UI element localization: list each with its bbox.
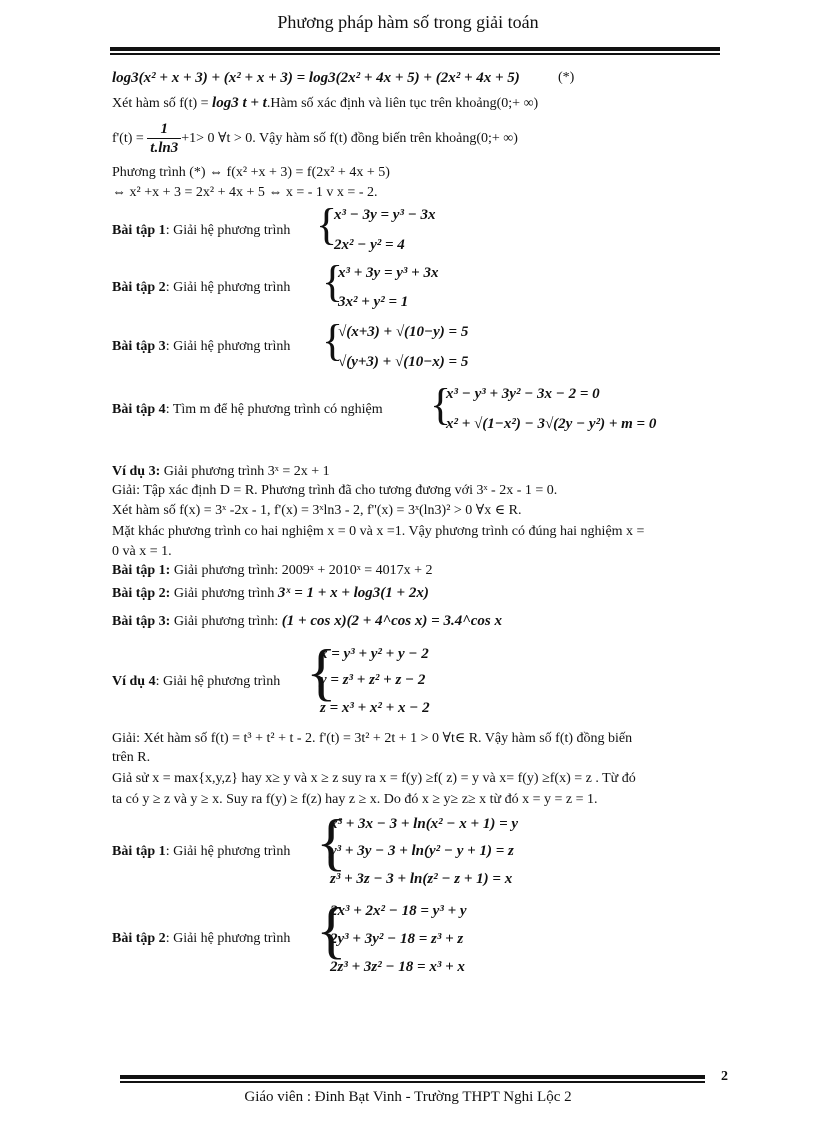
exercise-3-statement xyxy=(112,338,290,356)
exercise-label: Bài tập 1 xyxy=(112,844,166,859)
exercise-1-statement xyxy=(112,222,290,240)
fraction-denominator: t.ln3 xyxy=(150,140,179,157)
text-span: : Giải hệ phương trình xyxy=(165,280,291,295)
system-brace: { xyxy=(322,257,344,306)
exercise-4-statement xyxy=(112,401,383,419)
text-span: +1> 0 ∀t > 0. Vậy hàm số f(t) đồng biến trên khoảng(0;+ ∞) xyxy=(181,131,518,146)
system-equation: 2x² − y² = 4 xyxy=(334,237,405,253)
solution-line: Giải: Xét hàm số f(t) = t³ + t² + t - 2. f'(t) = 3t² + 2t + 1 > 0 ∀t∈ R. Vậy hàm số f(t) đồng biến xyxy=(112,731,633,746)
derivative-line xyxy=(112,118,518,160)
function-formula: log3 t + t xyxy=(212,95,267,111)
text-span: Giải phương trình xyxy=(170,586,278,601)
text-span: : Giải hệ phương trình xyxy=(165,931,291,946)
text-span: Xét hàm số f(t) = xyxy=(112,96,213,111)
system-equation: x³ − 3y = y³ − 3x xyxy=(334,207,436,223)
exercise-label: Bài tập 2 xyxy=(112,931,166,946)
system-equation: 2z³ + 3z² − 18 = x³ + x xyxy=(330,959,465,975)
system-equation: x³ + 3x − 3 + ln(x² − x + 1) = y xyxy=(330,816,519,832)
system-equation: x³ + 3y = y³ + 3x xyxy=(338,265,439,281)
system-equation: 3x² + y² = 1 xyxy=(338,294,409,310)
system-brace: { xyxy=(306,636,337,707)
exercise-label: Bài tập 2 xyxy=(112,280,166,295)
page-number: 2 xyxy=(721,1069,728,1084)
example-3-title xyxy=(112,463,330,481)
exercise-label: Bài tập 1: xyxy=(112,563,171,578)
system-equation: x = y³ + y² + y − 2 xyxy=(320,646,429,662)
footer-rule-thick xyxy=(120,1075,705,1079)
system-equation: √(x+3) + √(10−y) = 5 xyxy=(338,324,469,340)
function-definition-line xyxy=(112,94,538,113)
header-rule-thin xyxy=(110,53,720,55)
system-equation: x² + √(1−x²) − 3√(2y − y²) + m = 0 xyxy=(446,416,657,432)
solution-line: Xét hàm số f(x) = 3ˣ -2x - 1, f'(x) = 3ˣln3 - 2, f''(x) = 3ˣ(ln3)² > 0 ∀x ∈ R. xyxy=(112,503,522,518)
solution-line: Mặt khác phương trình co hai nghiệm x = 0 và x =1. Vậy phương trình có đúng hai nghiệm x = xyxy=(112,524,645,539)
exercise-label: Bài tập 3 xyxy=(112,339,166,354)
page-header-title: Phương pháp hàm số trong giải toán xyxy=(277,12,539,32)
derivative-fraction xyxy=(147,120,181,157)
text-span: .Hàm số xác định và liên tục trên khoảng(0;+ ∞) xyxy=(266,96,539,111)
exercise-label: Bài tập 3: xyxy=(112,614,171,629)
text-span: Giải phương trình 3ˣ = 2x + 1 xyxy=(160,464,330,479)
exercise-2-statement xyxy=(112,279,290,297)
text-span: : Giải hệ phương trình xyxy=(165,339,291,354)
system-equation: y = z³ + z² + z − 2 xyxy=(320,672,426,688)
system-brace: { xyxy=(316,806,347,877)
system-equation: 2x³ + 2x² − 18 = y³ + y xyxy=(330,903,467,919)
text-span: Giải phương trình: xyxy=(170,614,282,629)
text-span: Giải phương trình: 2009ˣ + 2010ˣ = 4017x + 2 xyxy=(170,563,433,578)
system-equation: y³ + 3y − 3 + ln(y² − y + 1) = z xyxy=(330,843,514,859)
system-equation: x³ − y³ + 3y² − 3x − 2 = 0 xyxy=(446,386,600,402)
system-equation: z = x³ + x² + x − 2 xyxy=(320,700,430,716)
system-brace: { xyxy=(430,380,452,429)
main-equation-tag: (*) xyxy=(558,70,575,85)
main-equation: log3(x² + x + 3) + (x² + x + 3) = log3(2x² + 4x + 5) + (2x² + 4x + 5) xyxy=(112,70,520,86)
example-label: Ví dụ 4 xyxy=(112,674,156,689)
fraction-numerator: 1 xyxy=(147,120,181,139)
system-brace: { xyxy=(322,316,344,365)
system-brace: { xyxy=(316,894,347,965)
equation-equivalence-line-2: ⇔ x² +x + 3 = 2x² + 4x + 5 ⇔ x = - 1 v x = - 2. xyxy=(112,185,378,200)
exercise-equation: (1 + cos x)(2 + 4^cos x) = 3.4^cos x xyxy=(281,613,502,629)
system-equation: 2y³ + 3y² − 18 = z³ + z xyxy=(330,931,464,947)
text-span: : Giải hệ phương trình xyxy=(165,223,291,238)
example-label: Ví dụ 3: xyxy=(112,464,161,479)
exercise-statement xyxy=(112,930,290,948)
exercise-statement xyxy=(112,562,433,580)
header-rule-thick xyxy=(110,47,720,51)
exercise-label: Bài tập 1 xyxy=(112,223,166,238)
exercise-statement xyxy=(112,843,290,861)
solution-line: 0 và x = 1. xyxy=(112,544,172,559)
text-span: : Giải hệ phương trình xyxy=(165,844,291,859)
text-span: f'(t) = xyxy=(112,131,148,146)
example-4-title xyxy=(112,673,280,691)
exercise-equation: 3ˣ = 1 + x + log3(1 + 2x) xyxy=(277,585,429,601)
solution-line: Giả sử x = max{x,y,z} hay x≥ y và x ≥ z suy ra x = f(y) ≥f( z) = y và x= f(y) ≥f(x) = z . Từ đó xyxy=(112,771,636,786)
text-span: : Giải hệ phương trình xyxy=(155,674,281,689)
exercise-label: Bài tập 2: xyxy=(112,586,171,601)
exercise-statement xyxy=(112,584,429,603)
equation-equivalence-line-1: Phương trình (*) ⇔ f(x² +x + 3) = f(2x² + 4x + 5) xyxy=(112,165,390,180)
text-span: : Tìm m để hệ phương trình có nghiệm xyxy=(165,402,383,417)
exercise-label: Bài tập 4 xyxy=(112,402,166,417)
solution-line: trên R. xyxy=(112,750,151,765)
system-brace: { xyxy=(316,200,338,249)
system-equation: √(y+3) + √(10−x) = 5 xyxy=(338,354,469,370)
footer-text: Giáo viên : Đinh Bạt Vinh - Trường THPT Nghi Lộc 2 xyxy=(244,1089,572,1105)
solution-line: Giải: Tập xác định D = R. Phương trình đã cho tương đương với 3ˣ - 2x - 1 = 0. xyxy=(112,483,558,498)
exercise-statement xyxy=(112,612,502,631)
solution-line: ta có y ≥ z và y ≥ x. Suy ra f(y) ≥ f(z) hay z ≥ x. Do đó x ≥ y≥ z≥ x từ đó x = y = z = 1. xyxy=(112,792,598,807)
system-equation: z³ + 3z − 3 + ln(z² − z + 1) = x xyxy=(330,871,513,887)
footer-rule-thin xyxy=(120,1081,705,1083)
